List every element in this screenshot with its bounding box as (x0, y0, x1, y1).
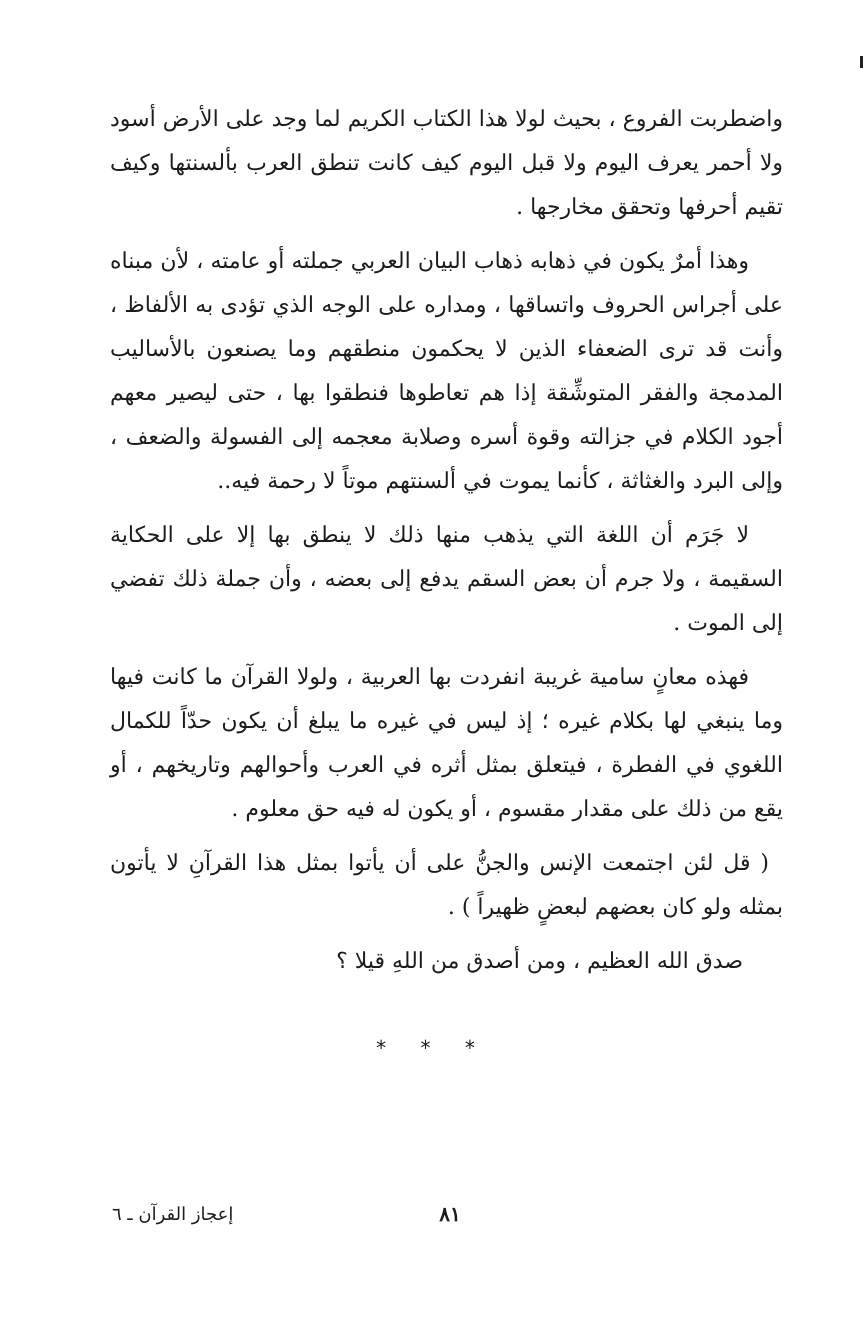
page-edge-mark (860, 56, 863, 68)
closing-line: صدق الله العظيم ، ومن أصدق من اللهِ قيلا ؟ (336, 949, 743, 974)
signature-mark: إعجاز القرآن ـ ٦ (112, 1204, 234, 1225)
quran-verse: ( قل لئن اجتمعت الإنس والجنُّ على أن يأتوا بمثل هذا القرآنِ لا يأتون بمثله ولو كان بعضهم لبعضٍ ظهيراً ) . (110, 851, 783, 920)
body-text (110, 98, 783, 994)
paragraph-unique-meanings: فهذه معانٍ سامية غريبة انفردت بها العربية ، ولولا القرآن ما كانت فيها وما ينبغي لها بكلام غيره ؛ إذ ليس في غيره ما يبلغ أن يكون حدّاً للكمال اللغوي في الفطرة ، فيتعلق بمثل أثره في العرب وأحوالهم وتاريخهم ، أو يقع من ذلك على مقدار مقسوم ، أو يكون له فيه حق معلوم . (110, 665, 783, 822)
section-separator: * * * (376, 1036, 489, 1060)
paragraph-continuation: واضطربت الفروع ، بحيث لولا هذا الكتاب الكريم لما وجد على الأرض أسود ولا أحمر يعرف اليوم ولا قبل اليوم كيف كانت تنطق العرب بألسنتها وكيف تقيم أحرفها وتحقق مخارجها . (110, 107, 783, 220)
paragraph-no-doubt: لا جَرَم أن اللغة التي يذهب منها ذلك لا ينطق بها إلا على الحكاية السقيمة ، ولا جرم أن بعض السقم يدفع إلى بعضه ، وأن جملة ذلك تفضي إلى الموت . (110, 523, 783, 636)
paragraph-language-loss: وهذا أمرٌ يكون في ذهابه ذهاب البيان العربي جملته أو عامته ، لأن مبناه على أجراس الحروف واتساقها ، ومداره على الوجه الذي تؤدى به الألفاظ ، وأنت قد ترى الضعفاء الذين لا يحكمون منطقهم وما يصنعون بالأساليب المدمجة والفقر المتوشِّقة إذا هم تعاطوها فنطقوا بها ، حتى ليصير معهم أجود الكلام في جزالته وقوة أسره وصلابة معجمه إلى الفسولة والضعف ، وإلى البرد والغثاثة ، كأنما يموت في ألسنتهم موتاً لا رحمة فيه.. (110, 249, 783, 494)
page-number: ٨١ (439, 1202, 461, 1226)
